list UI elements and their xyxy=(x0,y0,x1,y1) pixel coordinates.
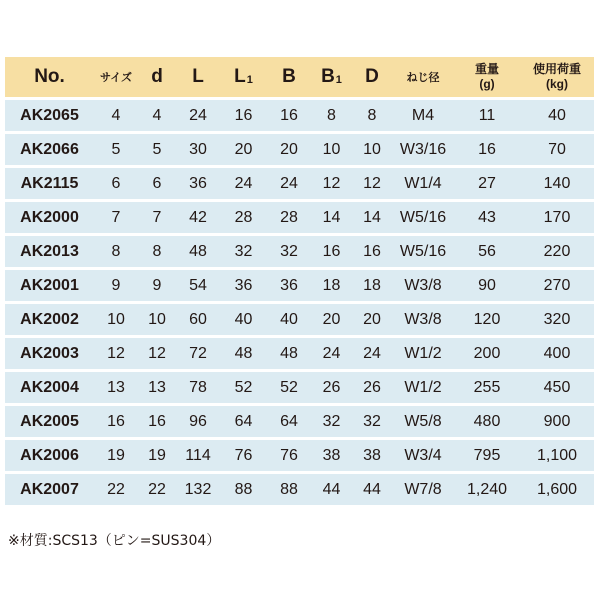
cell-thread: W1/2 xyxy=(392,372,454,403)
table-row xyxy=(5,134,594,165)
cell-load: 170 xyxy=(520,202,594,233)
cell-weight: 255 xyxy=(454,372,520,403)
cell-b1: 32 xyxy=(311,406,352,437)
cell-load: 70 xyxy=(520,134,594,165)
header-load xyxy=(520,57,594,97)
cell-b: 24 xyxy=(267,168,311,199)
header-D: D xyxy=(352,57,392,97)
header-size: サイズ xyxy=(94,57,138,97)
cell-no: AK2006 xyxy=(5,440,94,471)
cell-d: 12 xyxy=(352,168,392,199)
cell-thread: W5/8 xyxy=(392,406,454,437)
cell-thread: W3/16 xyxy=(392,134,454,165)
header-weight xyxy=(454,57,520,97)
cell-no: AK2065 xyxy=(5,100,94,131)
cell-b1: 14 xyxy=(311,202,352,233)
cell-no: AK2001 xyxy=(5,270,94,301)
cell-l1: 16 xyxy=(220,100,267,131)
cell-b: 88 xyxy=(267,474,311,505)
cell-load: 320 xyxy=(520,304,594,335)
cell-d: 16 xyxy=(138,406,176,437)
header-B1 xyxy=(311,57,352,97)
cell-l1: 48 xyxy=(220,338,267,369)
cell-d: 7 xyxy=(138,202,176,233)
cell-size: 16 xyxy=(94,406,138,437)
cell-size: 6 xyxy=(94,168,138,199)
cell-b: 36 xyxy=(267,270,311,301)
cell-thread: W3/8 xyxy=(392,304,454,335)
cell-no: AK2004 xyxy=(5,372,94,403)
cell-no: AK2013 xyxy=(5,236,94,267)
cell-size: 12 xyxy=(94,338,138,369)
cell-l: 54 xyxy=(176,270,220,301)
cell-weight: 27 xyxy=(454,168,520,199)
table-row xyxy=(5,304,594,335)
cell-load: 900 xyxy=(520,406,594,437)
cell-l: 96 xyxy=(176,406,220,437)
table-row xyxy=(5,168,594,199)
cell-d: 10 xyxy=(352,134,392,165)
cell-load: 400 xyxy=(520,338,594,369)
cell-load: 270 xyxy=(520,270,594,301)
cell-l: 114 xyxy=(176,440,220,471)
table-row xyxy=(5,406,594,437)
cell-no: AK2000 xyxy=(5,202,94,233)
header-weight-unit: (g) xyxy=(479,77,495,91)
cell-l1: 40 xyxy=(220,304,267,335)
cell-b1: 26 xyxy=(311,372,352,403)
table-row xyxy=(5,338,594,369)
header-B1-base: B xyxy=(321,66,335,87)
cell-no: AK2005 xyxy=(5,406,94,437)
cell-b1: 12 xyxy=(311,168,352,199)
cell-d: 44 xyxy=(352,474,392,505)
header-L1-base: L xyxy=(234,66,246,87)
header-weight-label: 重量 xyxy=(474,62,499,76)
cell-load: 1,100 xyxy=(520,440,594,471)
cell-size: 5 xyxy=(94,134,138,165)
cell-weight: 90 xyxy=(454,270,520,301)
cell-l1: 28 xyxy=(220,202,267,233)
cell-size: 8 xyxy=(94,236,138,267)
cell-weight: 43 xyxy=(454,202,520,233)
table-row xyxy=(5,100,594,131)
cell-no: AK2003 xyxy=(5,338,94,369)
cell-d: 4 xyxy=(138,100,176,131)
cell-weight: 120 xyxy=(454,304,520,335)
cell-l1: 52 xyxy=(220,372,267,403)
table-row xyxy=(5,372,594,403)
cell-no: AK2007 xyxy=(5,474,94,505)
cell-size: 7 xyxy=(94,202,138,233)
cell-weight: 16 xyxy=(454,134,520,165)
cell-b1: 20 xyxy=(311,304,352,335)
cell-l: 132 xyxy=(176,474,220,505)
cell-load: 40 xyxy=(520,100,594,131)
cell-b1: 8 xyxy=(311,100,352,131)
cell-thread: W3/8 xyxy=(392,270,454,301)
header-row xyxy=(5,57,594,97)
cell-size: 4 xyxy=(94,100,138,131)
cell-l: 36 xyxy=(176,168,220,199)
cell-l: 72 xyxy=(176,338,220,369)
cell-b: 20 xyxy=(267,134,311,165)
cell-b1: 18 xyxy=(311,270,352,301)
cell-b: 48 xyxy=(267,338,311,369)
header-thread: ねじ径 xyxy=(392,57,454,97)
cell-b1: 16 xyxy=(311,236,352,267)
cell-thread: W3/4 xyxy=(392,440,454,471)
cell-d: 9 xyxy=(138,270,176,301)
cell-d: 19 xyxy=(138,440,176,471)
table-header xyxy=(5,57,594,97)
cell-thread: W1/2 xyxy=(392,338,454,369)
cell-d: 14 xyxy=(352,202,392,233)
cell-l1: 36 xyxy=(220,270,267,301)
cell-thread: W5/16 xyxy=(392,236,454,267)
cell-d: 6 xyxy=(138,168,176,199)
header-load-unit: (kg) xyxy=(546,77,568,91)
table-row xyxy=(5,202,594,233)
cell-d: 8 xyxy=(352,100,392,131)
cell-load: 1,600 xyxy=(520,474,594,505)
cell-b1: 24 xyxy=(311,338,352,369)
cell-thread: W5/16 xyxy=(392,202,454,233)
cell-b: 16 xyxy=(267,100,311,131)
cell-d: 20 xyxy=(352,304,392,335)
cell-load: 450 xyxy=(520,372,594,403)
cell-weight: 1,240 xyxy=(454,474,520,505)
cell-b: 64 xyxy=(267,406,311,437)
cell-d: 10 xyxy=(138,304,176,335)
header-no: No. xyxy=(5,57,94,97)
cell-b: 52 xyxy=(267,372,311,403)
cell-l1: 76 xyxy=(220,440,267,471)
header-L: L xyxy=(176,57,220,97)
cell-d: 5 xyxy=(138,134,176,165)
cell-no: AK2066 xyxy=(5,134,94,165)
cell-size: 9 xyxy=(94,270,138,301)
header-B: B xyxy=(267,57,311,97)
cell-b: 40 xyxy=(267,304,311,335)
cell-thread: W7/8 xyxy=(392,474,454,505)
cell-b1: 44 xyxy=(311,474,352,505)
cell-load: 140 xyxy=(520,168,594,199)
cell-l: 30 xyxy=(176,134,220,165)
cell-d: 38 xyxy=(352,440,392,471)
cell-l: 24 xyxy=(176,100,220,131)
table-body xyxy=(5,100,594,505)
cell-d: 13 xyxy=(138,372,176,403)
cell-d: 12 xyxy=(138,338,176,369)
header-L1 xyxy=(220,57,267,97)
cell-l1: 64 xyxy=(220,406,267,437)
cell-weight: 11 xyxy=(454,100,520,131)
cell-thread: W1/4 xyxy=(392,168,454,199)
table-row xyxy=(5,440,594,471)
cell-size: 10 xyxy=(94,304,138,335)
table-row xyxy=(5,270,594,301)
cell-load: 220 xyxy=(520,236,594,267)
cell-b1: 38 xyxy=(311,440,352,471)
cell-no: AK2002 xyxy=(5,304,94,335)
cell-l1: 88 xyxy=(220,474,267,505)
cell-b: 28 xyxy=(267,202,311,233)
cell-weight: 56 xyxy=(454,236,520,267)
cell-d: 8 xyxy=(138,236,176,267)
cell-thread: M4 xyxy=(392,100,454,131)
cell-l: 78 xyxy=(176,372,220,403)
cell-d: 32 xyxy=(352,406,392,437)
cell-l1: 20 xyxy=(220,134,267,165)
cell-d: 18 xyxy=(352,270,392,301)
table-row xyxy=(5,474,594,505)
cell-weight: 200 xyxy=(454,338,520,369)
cell-d: 24 xyxy=(352,338,392,369)
cell-l: 42 xyxy=(176,202,220,233)
cell-l1: 32 xyxy=(220,236,267,267)
cell-weight: 480 xyxy=(454,406,520,437)
cell-b1: 10 xyxy=(311,134,352,165)
header-d: d xyxy=(138,57,176,97)
cell-size: 19 xyxy=(94,440,138,471)
cell-d: 22 xyxy=(138,474,176,505)
cell-l1: 24 xyxy=(220,168,267,199)
header-L1-sub: 1 xyxy=(246,74,253,86)
cell-b: 32 xyxy=(267,236,311,267)
cell-d: 26 xyxy=(352,372,392,403)
table-row xyxy=(5,236,594,267)
cell-size: 13 xyxy=(94,372,138,403)
cell-weight: 795 xyxy=(454,440,520,471)
cell-b: 76 xyxy=(267,440,311,471)
header-load-label: 使用荷重 xyxy=(532,62,581,76)
cell-l: 60 xyxy=(176,304,220,335)
material-footnote: ※材質:SCS13（ピン=SUS304） xyxy=(8,533,221,549)
cell-l: 48 xyxy=(176,236,220,267)
cell-size: 22 xyxy=(94,474,138,505)
spec-table xyxy=(5,54,594,508)
cell-d: 16 xyxy=(352,236,392,267)
cell-no: AK2115 xyxy=(5,168,94,199)
header-B1-sub: 1 xyxy=(335,74,342,86)
